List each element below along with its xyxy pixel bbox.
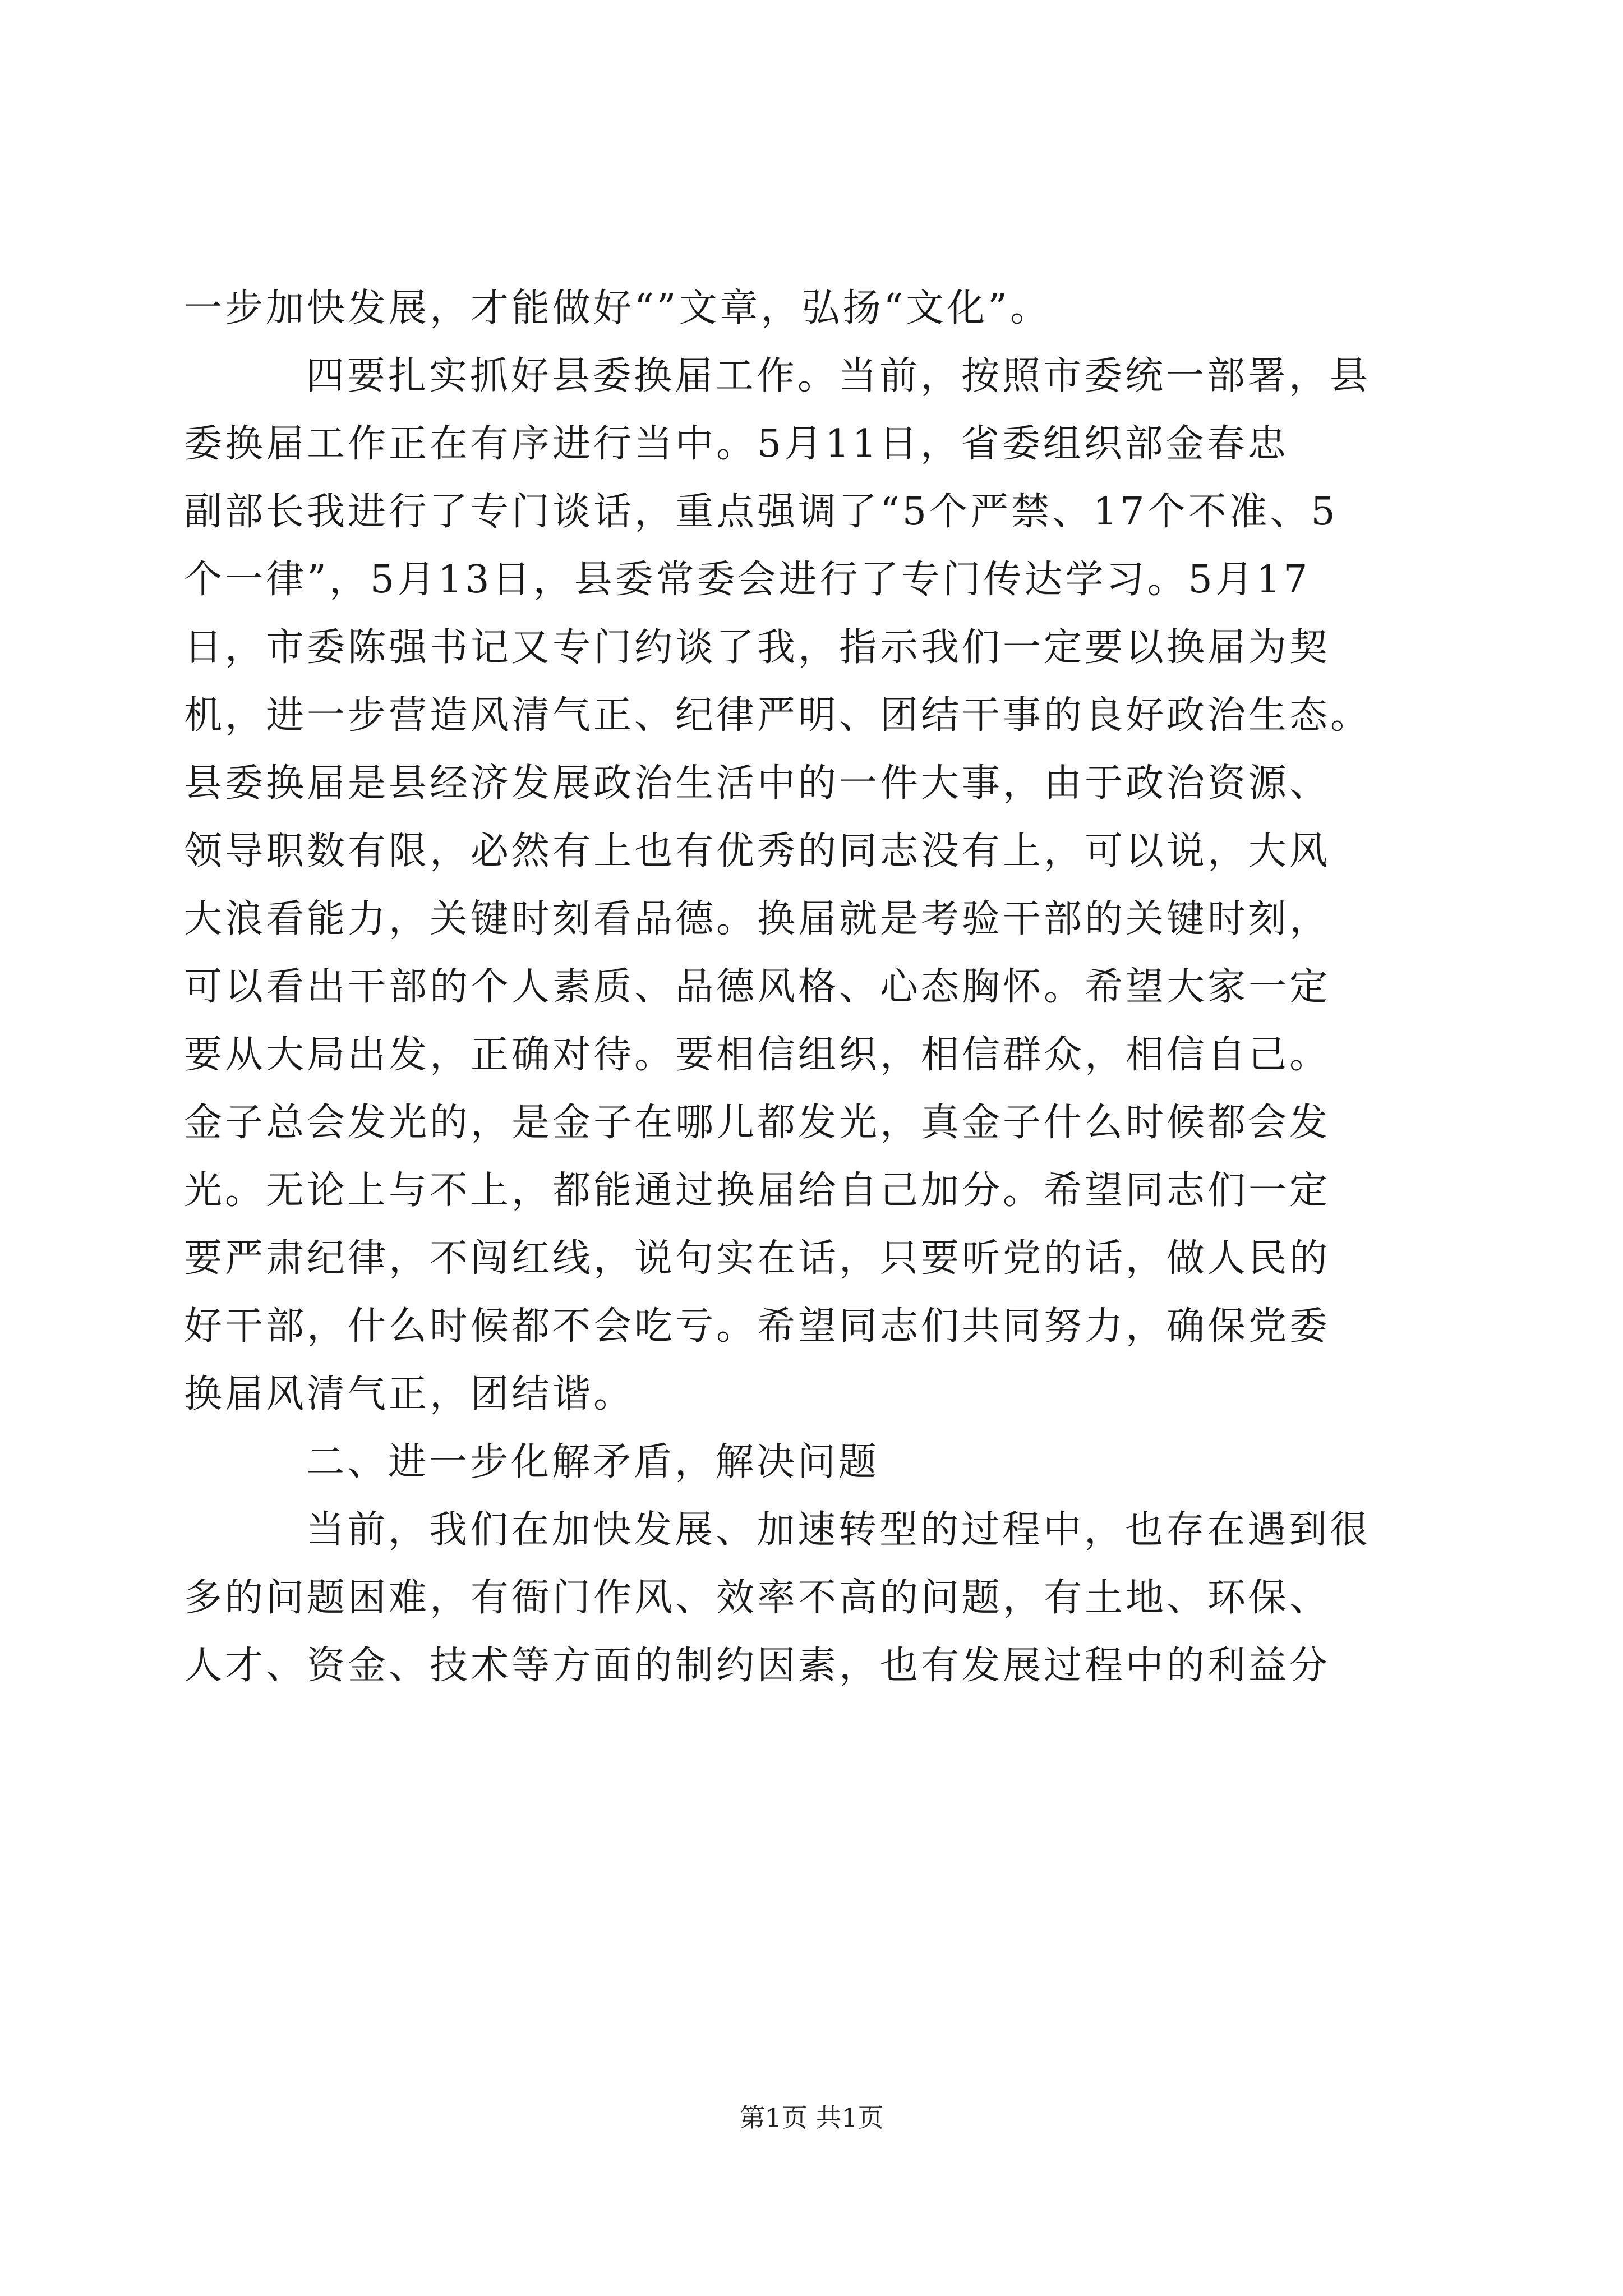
- text-line: 多的问题困难，有衙门作风、效率不高的问题，有土地、环保、: [184, 1576, 1331, 1620]
- text-line: 日，市委陈强书记又专门约谈了我，指示我们一定要以换届为契: [184, 625, 1331, 670]
- text-line: 个一律”，5月13日，县委常委会进行了专门传达学习。5月17: [184, 558, 1311, 602]
- text-line: 光。无论上与不上，都能通过换届给自己加分。希望同志们一定: [184, 1168, 1331, 1213]
- text-line: 机，进一步营造风清气正、纪律严明、团结干事的良好政治生态。: [184, 693, 1372, 738]
- text-line: 当前，我们在加快发展、加速转型的过程中，也存在遇到很: [306, 1508, 1371, 1552]
- text-line: 大浪看能力，关键时刻看品德。换届就是考验干部的关键时刻，: [184, 897, 1331, 941]
- page-footer: 第1页 共1页: [739, 2102, 884, 2133]
- text-line: 领导职数有限，必然有上也有优秀的同志没有上，可以说，大风: [184, 829, 1331, 873]
- text-line: 县委换届是县经济发展政治生活中的一件大事，由于政治资源、: [184, 761, 1331, 806]
- text-line: 换届风清气正，团结谐。: [184, 1372, 635, 1416]
- text-line: 金子总会发光的，是金子在哪儿都发光，真金子什么时候都会发: [184, 1101, 1331, 1145]
- text-line: 要从大局出发，正确对待。要相信组织，相信群众，相信自己。: [184, 1033, 1331, 1077]
- text-line: 好干部，什么时候都不会吃亏。希望同志们共同努力，确保党委: [184, 1304, 1331, 1349]
- text-line: 可以看出干部的个人素质、品德风格、心态胸怀。希望大家一定: [184, 965, 1331, 1009]
- text-line: 副部长我进行了专门谈话，重点强调了“5个严禁、17个不准、5: [184, 490, 1338, 534]
- text-line: 人才、资金、技术等方面的制约因素，也有发展过程中的利益分: [184, 1644, 1331, 1688]
- text-line: 一步加快发展，才能做好“”文章，弘扬“文化”。: [184, 286, 1052, 330]
- text-line: 二、进一步化解矛盾，解决问题: [306, 1440, 880, 1484]
- text-line: 委换届工作正在有序进行当中。5月11日，省委组织部金春忠: [184, 422, 1289, 466]
- text-line: 要严肃纪律，不闯红线，说句实在话，只要听党的话，做人民的: [184, 1236, 1331, 1281]
- text-line: 四要扎实抓好县委换届工作。当前，按照市委统一部署，县: [306, 354, 1371, 398]
